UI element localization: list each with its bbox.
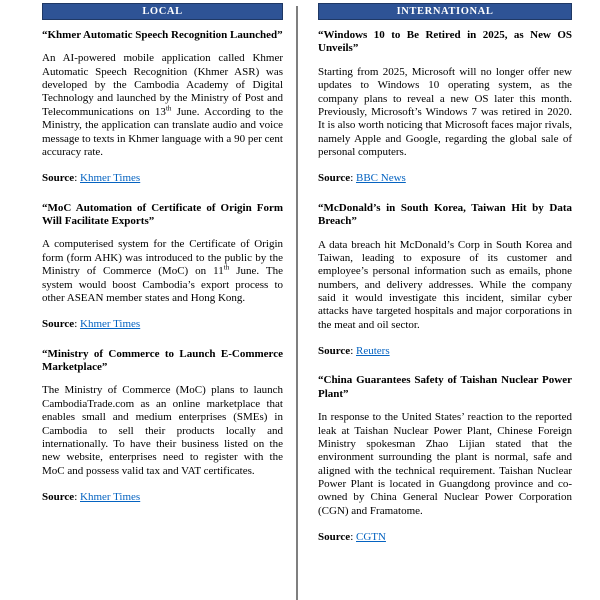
local-section-header: LOCAL (42, 3, 283, 20)
source-label: Source (318, 345, 351, 358)
source-link[interactable]: Khmer Times (80, 172, 141, 185)
source-label: Source (42, 172, 75, 185)
article-source-line: Source: Khmer Times (42, 172, 141, 185)
article-source-line: Source: CGTN (318, 531, 386, 544)
article-body: In response to the United States’ reaction to the reported leak at Taishan Nuclear Power Plant, Chinese Foreign Ministry spokesman Zhao Lijian stated that the environment surrounding the plant is normal, safe and aligned with the technical requirement. Taishan Nuclear Power Plant is located in Guangdong province and co-owned by China General Nuclear Power Corporation (CGN) and Framatome. (318, 411, 572, 517)
local-column (42, 3, 283, 504)
source-link[interactable]: Reuters (356, 345, 390, 358)
article-source-line: Source: Khmer Times (42, 318, 141, 331)
article-body: Starting from 2025, Microsoft will no longer offer new updates to Windows 10 operating system, as the company plans to reveal a new OS later this month. Previously, Microsoft’s Windows 7 was retired in 2020. It is also worth noticing that Microsoft faces major rivals, namely Apple and Google, regarding the global sale of personal computers. (318, 65, 572, 158)
article-body: The Ministry of Commerce (MoC) plans to launch CambodiaTrade.com as an online marketplace that enables small and medium enterprises (SMEs) in Cambodia to sell their products locally and internationally. To have their business listed on the new website, enterprises need to register with the MoC and possess valid tax and VAT certificates. (42, 384, 283, 477)
article-body: An AI-powered mobile application called Khmer Automatic Speech Recognition (Khmer ASR) was developed by the Cambodia Academy of Digital Technology and launched by the Ministry of Post and Telecommunications on 13th June. According to the Ministry, the application can translate audio and voice message to texts in Khmer language with a 90 per cent accuracy rate. (42, 52, 284, 158)
article-headline: “China Guarantees Safety of Taishan Nuclear Power Plant” (318, 374, 572, 400)
article-source-line: Source: Khmer Times (42, 490, 141, 503)
article-headline: “McDonald’s in South Korea, Taiwan Hit by Data Breach” (318, 201, 572, 228)
article-headline: “MoC Automation of Certificate of Origin Form Will Facilitate Exports” (42, 201, 283, 228)
article-headline: “Ministry of Commerce to Launch E-Commerce Marketplace” (42, 347, 283, 374)
article (42, 29, 283, 186)
international-section-header: INTERNATIONAL (318, 3, 572, 20)
article-body: A computerised system for the Certificate of Origin form (form AHK) was introduced to the public by the Ministry of Commerce (MoC) on 11th June. The system would boost Cambodia’s export process to other ASEAN member states and Hong Kong. (42, 238, 283, 304)
source-link[interactable]: CGTN (356, 531, 386, 544)
source-link[interactable]: Khmer Times (80, 318, 141, 331)
article (42, 202, 283, 332)
article-source-line: Source: Reuters (318, 345, 390, 358)
article-headline: “Windows 10 to Be Retired in 2025, as New OS Unveils” (318, 29, 572, 55)
article (42, 348, 283, 505)
article-body: A data breach hit McDonald’s Corp in South Korea and Taiwan, leading to exposure of its customer and employee’s personal information such as emails, phone numbers, and delivery addresses. While the company said it would investigate this incident, similar cyber attacks have targeted hospitals and major corporations in the meat and oil sector. (318, 238, 572, 331)
source-label: Source (318, 172, 351, 185)
article-headline: “Khmer Automatic Speech Recognition Launched” (42, 29, 283, 41)
article-source-line: Source: BBC News (318, 172, 406, 185)
international-articles (318, 29, 572, 544)
source-link[interactable]: Khmer Times (80, 490, 141, 503)
source-link[interactable]: BBC News (356, 172, 406, 185)
article (318, 29, 572, 186)
international-column (318, 3, 572, 544)
source-label: Source (42, 490, 75, 503)
column-divider (296, 6, 298, 600)
local-articles (42, 29, 283, 504)
source-label: Source (318, 531, 351, 544)
source-label: Source (42, 318, 75, 331)
article (318, 374, 572, 544)
article (318, 202, 572, 359)
